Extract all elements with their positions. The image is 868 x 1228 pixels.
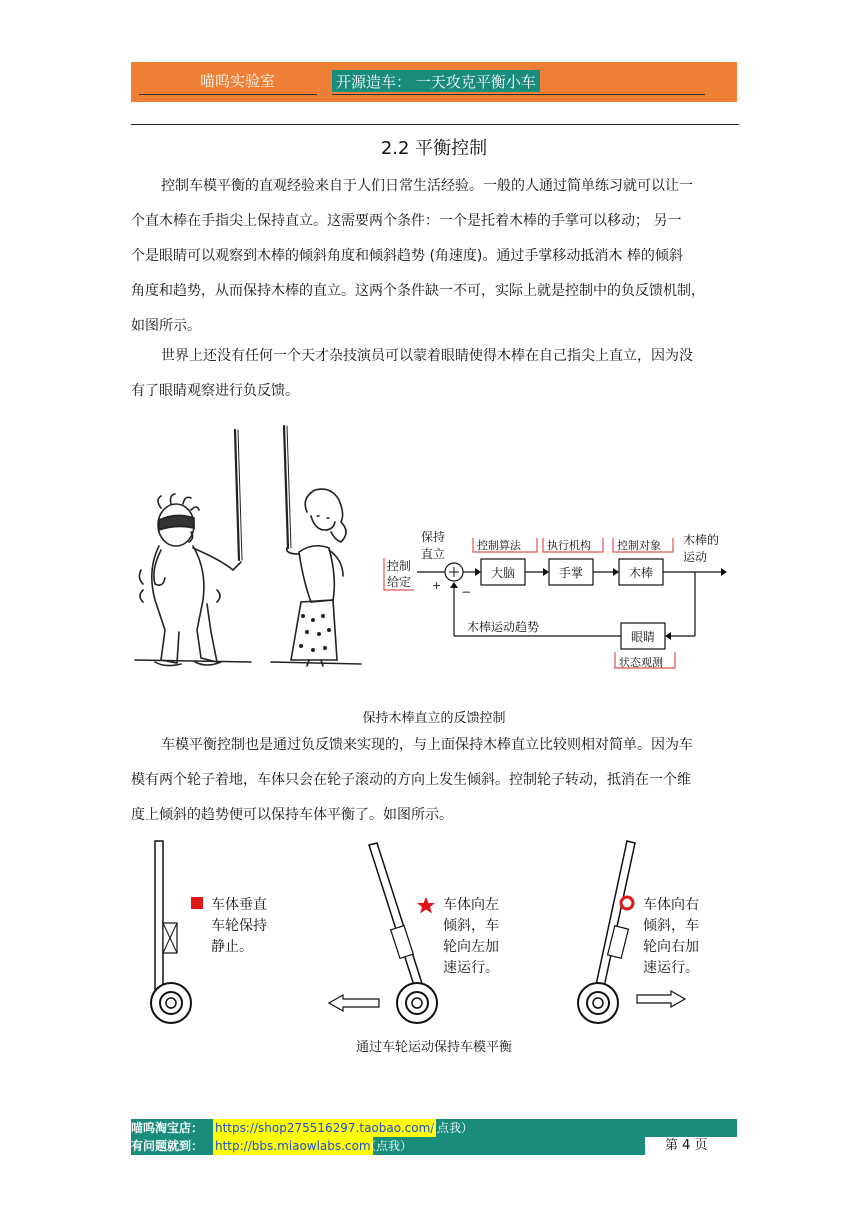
minus-sign: −	[461, 585, 472, 599]
feedback-label: 木棒运动趋势	[467, 620, 540, 634]
panel-tilt-left	[329, 843, 499, 1023]
arrow-right-icon	[637, 991, 685, 1007]
output-label-motion: 运动	[683, 550, 708, 564]
text-line: 如图所示。	[131, 318, 201, 334]
ring-marker-icon	[621, 897, 633, 909]
panel3-line2: 倾斜，车	[643, 918, 699, 934]
eye-block-label: 眼睛	[630, 630, 656, 644]
page-number: 第 4 页	[665, 1138, 708, 1153]
tag-state-observe: 状态观测	[619, 656, 663, 669]
panel2-line4: 速运行。	[443, 960, 499, 976]
text-line: 角度和趋势，从而保持木棒的直立。这两个条件缺一不可，实际上就是控制中的负反馈机制，	[131, 283, 705, 299]
square-marker-icon	[191, 897, 203, 909]
panel2-line3: 轮向左加	[443, 939, 499, 955]
input-label-given: 给定	[387, 575, 412, 589]
paragraph-juggler	[131, 339, 739, 409]
figure-stick-balance	[131, 420, 741, 675]
text-line: 有了眼睛观察进行负反馈。	[131, 383, 299, 399]
tag-control-object: 控制对象	[617, 539, 661, 552]
header-underline-right	[332, 94, 705, 95]
brain-block-label: 大脑	[490, 566, 516, 580]
header-rule	[131, 124, 739, 125]
panel3-line1: 车体向右	[643, 897, 699, 913]
footer-shop-tip[interactable]: （点我）	[425, 1121, 474, 1135]
feedback-block-diagram	[384, 529, 727, 669]
footer-forum-link[interactable]: http://bbs.miaowlabs.com	[215, 1139, 371, 1153]
text-line: 模有两个轮子着地，车体只会在轮子滚动的方向上发生倾斜。控制轮子转动，抵消在一个维	[131, 772, 691, 788]
panel2-line2: 倾斜，车	[443, 918, 499, 934]
plus-sign: +	[432, 579, 442, 592]
header-lab-title: 喵呜实验室	[200, 72, 276, 90]
footer-forum-label: 有问题就到：	[131, 1139, 204, 1153]
top-label-keep: 保持	[421, 530, 446, 544]
panel2-line1: 车体向左	[443, 897, 499, 913]
text-line: 个直木棒在手指尖上保持直立。这需要两个条件：一个是托着木棒的手掌可以移动； 另一	[131, 213, 682, 229]
tag-actuator: 执行机构	[547, 539, 591, 552]
palm-block-label: 手掌	[558, 566, 584, 580]
panel1-line1: 车体垂直	[211, 897, 267, 913]
text-line: 世界上还没有任何一个天才杂技演员可以蒙着眼睛使得木棒在自己指尖上直立，因为没	[161, 348, 693, 364]
panel3-line4: 速运行。	[643, 960, 699, 976]
panel1-line3: 静止。	[211, 939, 253, 955]
stick-block-label: 木棒	[628, 566, 654, 580]
woman-illustration	[271, 426, 361, 666]
arrow-left-icon	[329, 995, 379, 1011]
output-label-stick: 木棒的	[683, 533, 720, 547]
footer-shop-label: 喵呜淘宝店：	[131, 1121, 204, 1135]
blindfolded-person-illustration	[135, 430, 251, 666]
input-label-control: 控制	[387, 559, 412, 573]
text-line: 个是眼睛可以观察到木棒的倾斜角度和倾斜趋势 (角速度)。通过手掌移动抵消木 棒的倾斜	[131, 248, 683, 264]
panel3-line3: 轮向右加	[643, 939, 699, 955]
panel-upright	[151, 841, 267, 1023]
tag-control-algorithm: 控制算法	[477, 539, 521, 552]
panel1-line2: 车轮保持	[211, 918, 267, 934]
text-line: 车模平衡控制也是通过负反馈来实现的，与上面保持木棒直立比较则相对简单。因为车	[161, 737, 693, 753]
section-title: 2.2 平衡控制	[380, 138, 488, 159]
text-line: 控制车模平衡的直观经验来自于人们日常生活经验。一般的人通过简单练习就可以让一	[161, 178, 693, 194]
text-line: 度上倾斜的趋势便可以保持车体平衡了。如图所示。	[131, 807, 453, 823]
paragraph-car-balance	[131, 728, 739, 833]
paragraph-intro	[131, 169, 739, 344]
panel-tilt-right	[578, 841, 699, 1023]
footer-shop-link[interactable]: https://shop275516297.taobao.com/	[215, 1121, 435, 1135]
figure1-caption: 保持木棒直立的反馈控制	[362, 711, 506, 726]
star-marker-icon	[417, 897, 435, 914]
figure-car-balance	[131, 835, 741, 1030]
footer-forum-tip[interactable]: （点我）	[364, 1139, 413, 1153]
top-label-upright: 直立	[421, 547, 446, 561]
header-doc-title: 开源造车： 一天攻克平衡小车	[332, 70, 540, 92]
header-underline-left	[139, 94, 317, 95]
figure2-caption: 通过车轮运动保持车模平衡	[355, 1040, 512, 1055]
